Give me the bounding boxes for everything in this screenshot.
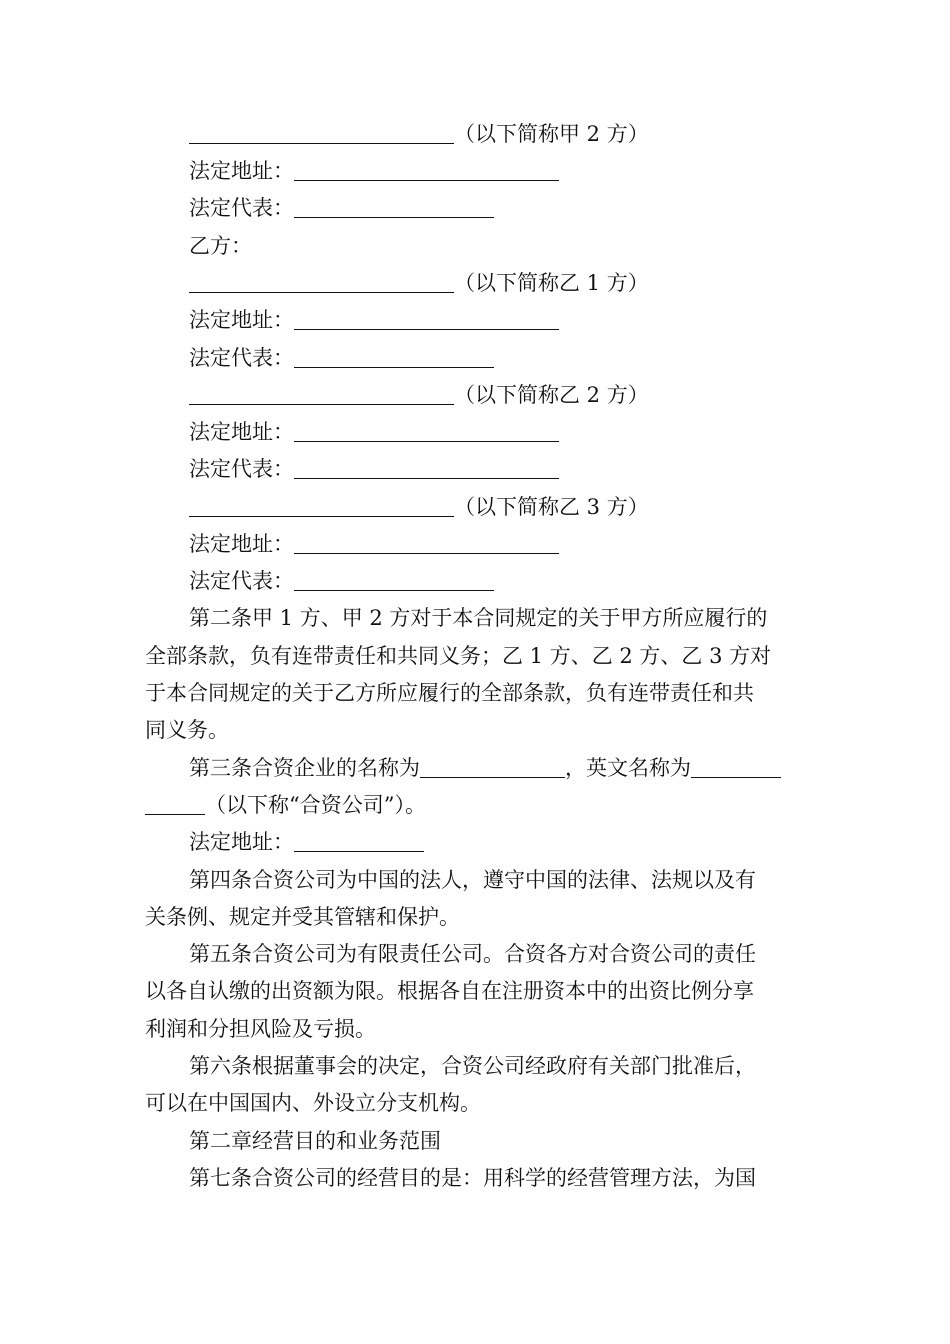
- article-3-line-1: [145, 750, 859, 787]
- article-5-line-3: 利润和分担风险及亏损。: [145, 1017, 376, 1041]
- article-3-suffix: （以下称“合资公司”）。: [205, 793, 426, 817]
- chapter-2-heading: 第二章经营目的和业务范围: [189, 1129, 441, 1153]
- address-blank[interactable]: [294, 533, 559, 554]
- representative-label: 法定代表：: [189, 457, 294, 481]
- article-2-line-3: 于本合同规定的关于乙方所应履行的全部条款，负有连带责任和共: [145, 681, 754, 705]
- party-a2-name-blank[interactable]: [189, 123, 454, 144]
- representative-blank[interactable]: [294, 347, 494, 368]
- article-5-line-2: 以各自认缴的出资额为限。根据各自在注册资本中的出资比例分享: [145, 979, 754, 1003]
- party-b3-name-line: [145, 489, 859, 526]
- address-blank[interactable]: [294, 309, 559, 330]
- party-b3-alias: （以下简称乙 3 方）: [454, 495, 649, 519]
- article-4-line-1: 第四条合资公司为中国的法人，遵守中国的法律、法规以及有: [189, 868, 756, 892]
- party-b2-rep-line: [145, 451, 859, 488]
- address-blank[interactable]: [294, 421, 559, 442]
- party-b1-name-blank[interactable]: [189, 272, 454, 293]
- party-b2-name-blank[interactable]: [189, 384, 454, 405]
- english-name-blank-cont[interactable]: [145, 794, 205, 815]
- article-7-line-1: 第七条合资公司的经营目的是：用科学的经营管理方法，为国: [189, 1166, 756, 1190]
- address-label: 法定地址：: [189, 830, 294, 854]
- english-name-blank[interactable]: [691, 757, 781, 778]
- address-label: 法定地址：: [189, 159, 294, 183]
- representative-label: 法定代表：: [189, 346, 294, 370]
- party-b2-alias: （以下简称乙 2 方）: [454, 383, 649, 407]
- party-b3-address-line: [145, 526, 859, 563]
- article-2-line-4: 同义务。: [145, 718, 229, 742]
- party-a2-alias: （以下简称甲 2 方）: [454, 122, 649, 146]
- party-b2-name-line: [145, 377, 859, 414]
- representative-blank[interactable]: [294, 197, 494, 218]
- article-3-prefix: 第三条合资企业的名称为: [189, 756, 420, 780]
- party-a2-rep-line: [145, 190, 859, 227]
- company-address-blank[interactable]: [294, 831, 424, 852]
- party-b3-name-blank[interactable]: [189, 496, 454, 517]
- article-5-line-1: 第五条合资公司为有限责任公司。合资各方对合资公司的责任: [189, 942, 756, 966]
- party-b-heading: 乙方：: [189, 234, 252, 258]
- party-b1-rep-line: [145, 340, 859, 377]
- party-b3-rep-line: [145, 563, 859, 600]
- article-4-line-2: 关条例、规定并受其管辖和保护。: [145, 905, 460, 929]
- article-2-line-2: 全部条款，负有连带责任和共同义务；乙 1 方、乙 2 方、乙 3 方对: [145, 644, 772, 668]
- article-6-line-1: 第六条根据董事会的决定，合资公司经政府有关部门批准后，: [189, 1054, 756, 1078]
- address-label: 法定地址：: [189, 420, 294, 444]
- address-label: 法定地址：: [189, 308, 294, 332]
- party-b1-alias: （以下简称乙 1 方）: [454, 271, 649, 295]
- representative-blank[interactable]: [294, 570, 494, 591]
- article-3-line-2: [145, 787, 815, 824]
- address-blank[interactable]: [294, 160, 559, 181]
- party-b1-address-line: [145, 302, 859, 339]
- representative-label: 法定代表：: [189, 196, 294, 220]
- party-a2-address-line: [145, 153, 859, 190]
- party-a2-name-line: [145, 116, 859, 153]
- party-b2-address-line: [145, 414, 859, 451]
- company-address-line: [145, 824, 859, 861]
- party-b1-name-line: [145, 265, 859, 302]
- address-label: 法定地址：: [189, 532, 294, 556]
- article-2-line-1: 第二条甲 1 方、甲 2 方对于本合同规定的关于甲方所应履行的: [189, 606, 768, 630]
- article-6-line-2: 可以在中国国内、外设立分支机构。: [145, 1091, 481, 1115]
- representative-label: 法定代表：: [189, 569, 294, 593]
- article-3-english-label: ，英文名称为: [565, 756, 691, 780]
- company-name-blank[interactable]: [420, 757, 565, 778]
- representative-blank[interactable]: [294, 458, 559, 479]
